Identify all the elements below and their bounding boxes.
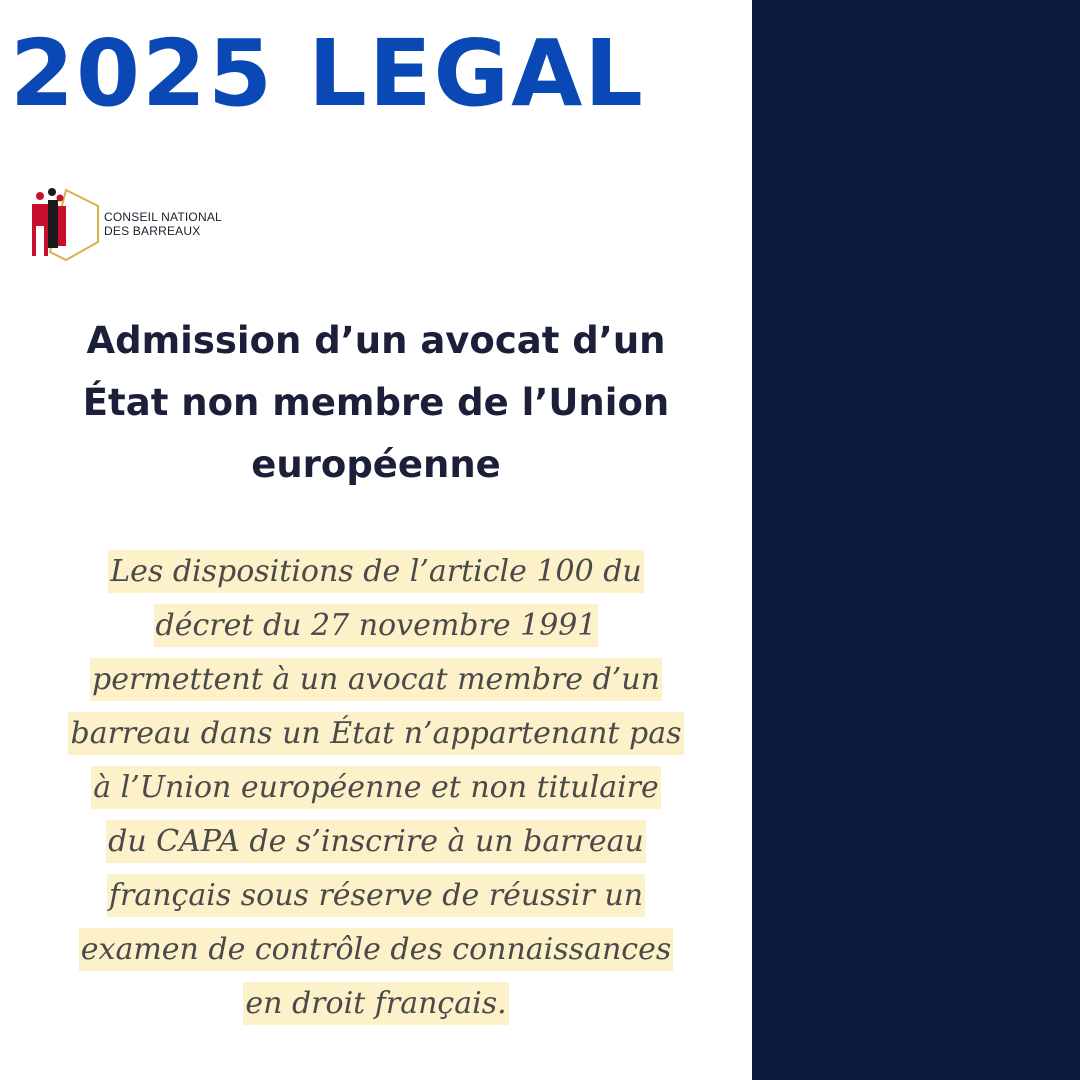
body-line: décret du 27 novembre 1991: [14, 599, 738, 653]
navy-side-panel: [752, 0, 1080, 1080]
body-line: français sous réserve de réussir un: [14, 869, 738, 923]
body-line: Les dispositions de l’article 100 du: [14, 545, 738, 599]
body-line: examen de contrôle des connaissances: [14, 923, 738, 977]
highlighted-body-text: [14, 545, 738, 1031]
body-line: à l’Union européenne et non titulaire: [14, 761, 738, 815]
logo-wordmark: [104, 210, 222, 238]
body-line: permettent à un avocat membre d’un: [14, 653, 738, 707]
body-line: barreau dans un État n’appartenant pas: [14, 707, 738, 761]
body-line: du CAPA de s’inscrire à un barreau: [14, 815, 738, 869]
cnb-logo: [30, 186, 270, 266]
logo-line-2: DES BARREAUX: [104, 224, 201, 238]
cnb-emblem-icon: [30, 186, 102, 266]
post-heading: [20, 310, 732, 496]
heading-line: Admission d’un avocat d’un: [86, 319, 666, 362]
brand-title: 2025 LEGAL: [10, 20, 645, 127]
body-line: en droit français.: [14, 977, 738, 1031]
heading-line: européenne: [251, 443, 501, 486]
heading-line: État non membre de l’Union: [82, 381, 670, 424]
logo-line-1: CONSEIL NATIONAL: [104, 210, 222, 224]
